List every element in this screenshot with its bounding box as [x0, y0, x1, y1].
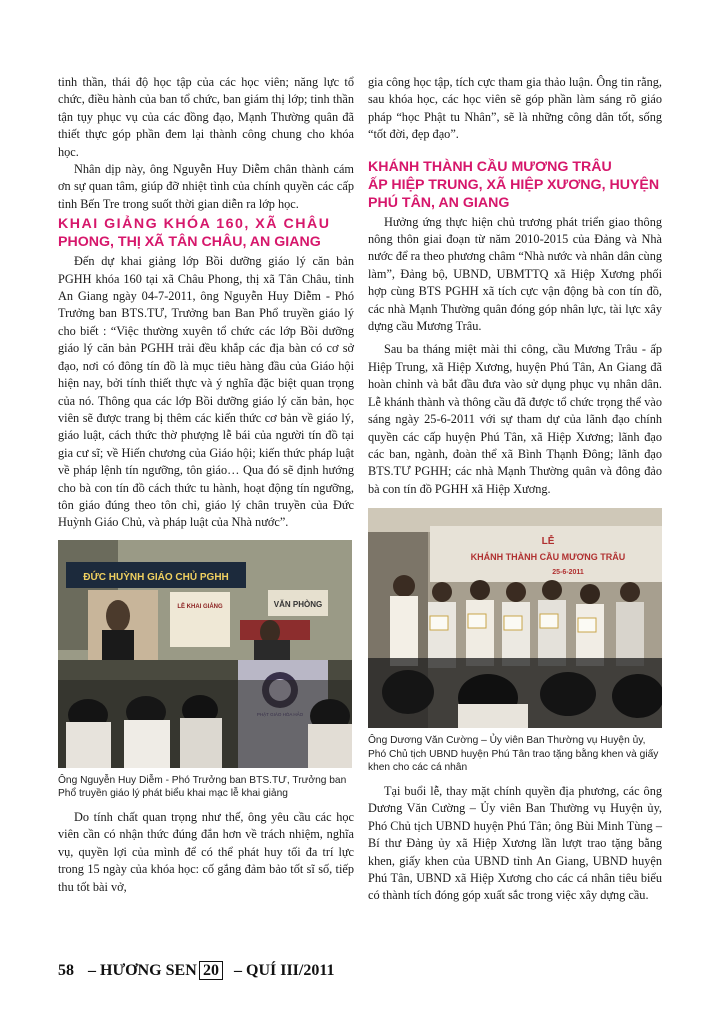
photo-caption: Ông Nguyễn Huy Diễm - Phó Trưởng ban BTS.TƯ, Trưởng ban Phổ truyền giáo lý phát biểu khai mạc lễ khai giảng	[58, 774, 347, 800]
issue-number: 20	[199, 961, 223, 980]
section-heading-khai-giang	[58, 215, 354, 251]
photo-illustration	[58, 540, 352, 768]
article-paragraph: Đến dự khai giảng lớp Bồi dưỡng giáo lý căn bản PGHH khóa 160 tại xã Châu Phong, thị xã Tân Châu, tỉnh An Giang ngày 04-7-2011, ông Nguyễn Huy Diễm - Phó Trưởng ban BTS.TƯ, Trưởng ban Ban Phổ truyền giáo lý cho biết : “Việc thường xuyên tổ chức các lớp Bồi dưỡng giáo lý căn bản PGHH trải đều khắp các địa bàn có cơ sở đạo, nơi có đông tín đồ là mục tiêu hàng đầu của Giáo hội hiện nay, bởi tính thiết thực và ý nghĩa đặc biệt quan trọng của nó. Thông qua các lớp Bồi dưỡng giáo lý căn bản, học viên sẽ được trang bị thêm các kiến thức cơ bản về giáo lý, giáo luật, cách thức thờ phượng lễ bái của người tín đồ tại gia cư sĩ; về Hiến chương của Giáo hội; kiến thức pháp luật về pháp lệnh tín ngưỡng, tôn giáo… Qua đó sẽ định hướng cho bà con tín đồ cách thức tu hành, hoạt động tín ngưỡng, tôn giáo đúng theo tôn chỉ, giáo lý chân truyền của Đức Huỳnh Giáo Chủ, và pháp luật của Nhà nước”.	[58, 254, 354, 530]
right-column	[368, 74, 662, 905]
heading-line: PHONG, THỊ XÃ TÂN CHÂU, AN GIANG	[58, 234, 321, 251]
heading-line: KHÁNH THÀNH CẦU MƯƠNG TRÂU	[368, 158, 612, 175]
article-paragraph: gia công học tập, tích cực tham gia thảo luận. Ông tin rằng, sau khóa học, các học viên sẽ góp phần làm sáng rõ giáo pháp “học Phật tu Nhân”, sẽ là những công dân tốt, sống “tốt đời, đẹp đạo”.	[368, 75, 662, 142]
photo-banner-line3: 25-6-2011	[552, 569, 584, 577]
heading-line: PHÚ TÂN, AN GIANG	[368, 194, 510, 211]
article-paragraph: Sau ba tháng miệt mài thi công, cầu Mương Trâu - ấp Hiệp Trung, xã Hiệp Xương, huyện Phú Tân, An Giang đã hoàn chỉnh và bắt đầu đưa vào sử dụng phục vụ nhân dân. Lễ khánh thành và thông cầu đã được tổ chức trọng thể vào sáng ngày 25-6-2011 với sự tham dự của lãnh đạo chính quyền các cấp huyện Phú Tân, xã Hiệp Xương; lãnh đạo các ban, ngành, đoàn thể xã Bình Thạnh Đông; lãnh đạo BTS.TƯ PGHH; các nhà Mạnh Thường quân và đông đảo bà con tín đồ PGHH xã Hiệp Xương.	[368, 342, 662, 496]
photo-sign-text: VĂN PHÒNG	[273, 599, 323, 609]
page-footer	[58, 962, 658, 984]
heading-line: ẤP HIỆP TRUNG, XÃ HIỆP XƯƠNG, HUYỆN	[368, 176, 660, 193]
photo-banner-line2: KHÁNH THÀNH CẦU MƯƠNG TRÂU	[470, 552, 626, 563]
photo-podium-text: PHẬT GIÁO HÒA HẢO	[256, 711, 304, 717]
photo-opening-ceremony	[58, 540, 352, 768]
magazine-name: – HƯƠNG SEN	[88, 962, 197, 979]
heading-line: KHAI GIẢNG KHÓA 160, XÃ CHÂU	[58, 216, 331, 233]
left-column	[58, 74, 354, 896]
photo-banner-text: ĐỨC HUỲNH GIÁO CHỦ PGHH	[83, 571, 229, 583]
page-number: 58	[58, 962, 74, 979]
article-paragraph: Tại buổi lễ, thay mặt chính quyền địa phương, các ông Dương Văn Cường – Ủy viên Ban Thường vụ Huyện ủy, Phó Chủ tịch UBND huyện Phú Tân; ông Bùi Minh Tùng – Bí thư Đảng ủy xã Hiệp Xương lần lượt trao tặng bằng khen, giấy khen của UBND tỉnh An Giang, UBND huyện Phú Tân, UBND xã Hiệp Xương cho các cá nhân tiêu biểu có thành tích đóng góp xuất sắc trong việc xây dựng cầu.	[368, 783, 662, 903]
article-paragraph: Hưởng ứng thực hiện chủ trương phát triển giao thông nông thôn giai đoạn từ năm 2010-2015 của Đảng và Nhà nước để ra theo phương châm “Nhà nước và nhân dân cùng làm”, Đảng bộ, UBND, UBMTTQ xã Hiệp Xương phối hợp cùng BTS PGHH xã tích cực vận động bà con tín đồ, các nhà Mạnh Thường quân đóng góp nhân lực, tài lực xây dựng cầu Mương Trâu.	[368, 214, 662, 334]
photo-poster-text: LỄ KHAI GIẢNG	[177, 603, 223, 610]
photo-caption: Ông Dương Văn Cường – Ủy viên Ban Thường vụ Huyện ủy, Phó Chủ tịch UBND huyện Phú Tân trao tặng bằng khen và giấy khen cho các cá nhân	[368, 735, 659, 774]
quarter-label: – QUÍ III/2011	[234, 962, 335, 979]
photo-banner-line1: LỄ	[541, 536, 555, 548]
section-heading-khanh-thanh	[368, 158, 662, 212]
article-paragraph: tinh thần, thái độ học tập của các học viên; năng lực tổ chức, điều hành của ban tổ chức, ban giám thị lớp; tinh thần tận tụy phục vụ của các đồng đạo, Mạnh Thường quân đã thiết thực góp phần đem lại thành công chung cho khóa học.	[58, 75, 354, 159]
photo-illustration	[368, 508, 662, 728]
article-paragraph: Do tính chất quan trọng như thế, ông yêu cầu các học viên cần có nhận thức đúng đắn hơn về trách nhiệm, nghĩa vụ, quyền lợi của mình để có thể phát huy tối đa trí lực trong 15 ngày của khóa học: cố gắng đảm bảo tốt sĩ số, tiếp thu tốt bài vở,	[58, 809, 354, 894]
article-paragraph: Nhân dịp này, ông Nguyễn Huy Diễm chân thành cám ơn sự quan tâm, giúp đỡ nhiệt tình của chính quyền các cấp tỉnh Bến Tre trong suốt thời gian diễn ra lớp học.	[58, 162, 354, 211]
photo-award-ceremony	[368, 508, 662, 728]
